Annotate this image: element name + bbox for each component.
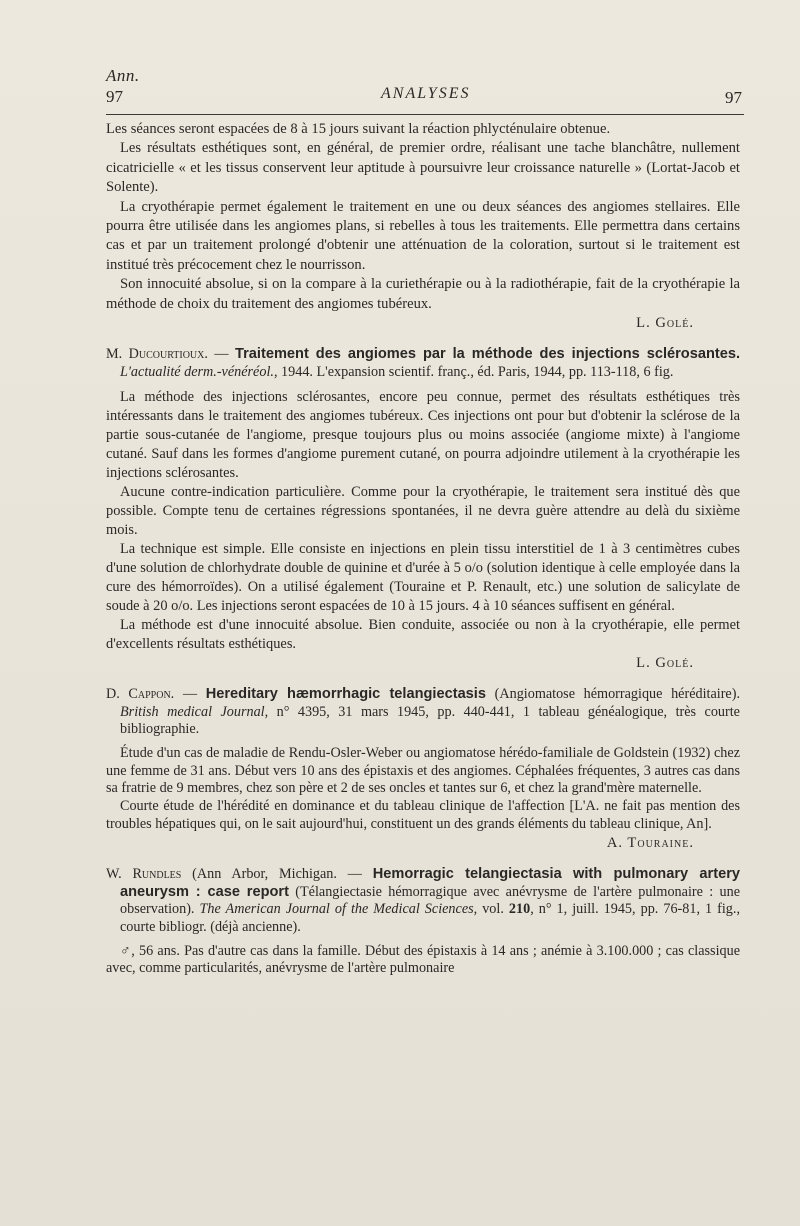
paragraph: Aucune contre-indication particulière. Comme pour la cryothérapie, le traitement sera institué dès que possible. Compte tenu de certaines régressions spontanées, il ne devra guère attendre au delà du sixième mois.	[106, 483, 740, 538]
entry-title: Hemorragic telangiectasia with pulmonary artery aneurysm : case report	[120, 866, 741, 900]
signature: A. Touraine.	[606, 834, 694, 851]
journal-name: The American Journal of the Medical Sciences	[199, 901, 474, 918]
paragraph: Courte étude de l'hérédité en dominance et du tableau clinique de l'affection [L'A. ne fait pas mention des troubles hépatiques qui, on le sait aujourd'hui, constituent un des grands éléments du tableau clinique, An].	[106, 798, 740, 833]
citation: (Ann Arbor, Michigan. —	[181, 866, 373, 883]
entry-author: M. Ducourtioux.	[106, 346, 208, 363]
review-entry-body	[106, 745, 740, 853]
entry-title: Traitement des angiomes par la méthode des injections sclérosantes.	[235, 346, 741, 363]
journal-abbrev: Ann.	[106, 66, 140, 85]
section-cryotherapy-continued	[106, 120, 740, 333]
paragraph: La technique est simple. Elle consiste en injections en plein tissu interstitiel de 1 à 3 centimètres cubes d'une solution de chlorhydrate double de quinine et d'urée à 5 o/o (solution identique à celle employée dans la cure des hémorroïdes). On a utilisé également (Touraine et P. Renault, etc.) une solution de salicylate de soude à 20 o/o. Les injections seront espacées de 10 à 15 jours. 4 à 10 séances suffisent en général.	[106, 540, 740, 614]
review-entry-body	[106, 943, 740, 979]
citation: , n° 1, juill. 1945, pp. 76-81, 1 fig., courte bibliogr. (déjà ancienne).	[120, 901, 740, 936]
page-number-right: 97	[725, 88, 742, 107]
volume-number: 210	[508, 901, 531, 918]
entry-author: D. Cappon.	[106, 686, 175, 703]
citation: (Télangiectasie hémorragique avec anévrysme de l'artère pulmonaire : une observation).	[120, 883, 740, 918]
entry-title: Hereditary hæmorrhagic telangiectasis	[205, 686, 486, 703]
dash: —	[207, 346, 236, 363]
journal-name: British medical Journal	[120, 703, 265, 720]
paragraph: Son innocuité absolue, si on la compare à la curiethérapie ou à la radiothérapie, fait de la cryothérapie la méthode de choix du traitement des angiomes tubéreux.	[106, 276, 740, 312]
review-entry-header	[106, 866, 740, 936]
paragraph: Étude d'un cas de maladie de Rendu-Osler-Weber ou angiomatose hérédo-familiale de Goldstein (1932) chez une femme de 31 ans. Début vers 10 ans des épistaxis et des angiomes. Céphalées fréquentes, 3 autres cas dans sa fratrie de 9 membres, chez son père et 2 de ses oncles et tantes sur 6, et chez la grand'mère maternelle.	[106, 744, 740, 797]
dash: —	[174, 686, 206, 703]
review-entry-body	[106, 388, 740, 673]
paragraph: Les séances seront espacées de 8 à 15 jours suivant la réaction phlycténulaire obtenue.	[106, 121, 611, 137]
journal-name: L'actualité derm.-vénéréol.	[120, 364, 274, 381]
citation: , vol.	[473, 901, 509, 918]
citation: , 1944. L'expansion scientif. franç., éd. Paris, 1944, pp. 113-118, 6 fig.	[273, 364, 674, 381]
article-body	[106, 120, 740, 978]
entry-author: W. Rundles	[106, 866, 182, 883]
paragraph: La méthode des injections sclérosantes, encore peu connue, permet des résultats esthétiques très intéressants dans le traitement des angiomes tubéreux. Ces injections ont pour but d'obtenir la sclérose de la partie sous-cutanée de l'angiome, presque toujours plus ou moins associée (angiome mixte) à l'angiome cutané. Sauf dans les formes d'angiome purement cutané, on pourra adjoindre utilement à la cryothérapie les injections sclérosantes.	[106, 388, 740, 481]
review-entry-header	[106, 346, 740, 381]
paragraph: La cryothérapie permet également le traitement en une ou deux séances des angiomes stellaires. Elle pourra être utilisée dans les angiomes plans, si rebelles à tous les traitements. Elle permettra dans certains cas et par un traitement prolongé d'obtenir une atténuation de la coloration, surtout si le traitement est institué très précocement chez le nourrisson.	[106, 198, 740, 273]
header-rule	[106, 114, 744, 115]
citation: , n° 4395, 31 mars 1945, pp. 440-441, 1 tableau généalogique, très courte bibliographie.	[120, 703, 740, 738]
paragraph: Les résultats esthétiques sont, en général, de premier ordre, réalisant une tache blanchâtre, nullement cicatricielle « et les tissus conservent leur aptitude à poursuivre leur croissance naturelle » (Lortat-Jacob et Solente).	[106, 140, 740, 196]
section-title: ANALYSES	[381, 85, 471, 102]
paragraph: La méthode est d'une innocuité absolue. Bien conduite, associée ou non à la cryothérapie, elle permet d'excellents résultats esthétiques.	[106, 616, 740, 652]
citation: (Angiomatose hémorragique héréditaire).	[485, 686, 740, 703]
signature: L. Golé.	[636, 654, 694, 671]
signature: L. Golé.	[636, 315, 694, 332]
review-entry-header	[106, 686, 740, 739]
page-number-left: 97	[106, 87, 123, 106]
paragraph: ♂, 56 ans. Pas d'autre cas dans la famille. Début des épistaxis à 14 ans ; anémie à 3.100.000 ; cas classique avec, comme particularités, anévrysme de l'artère pulmonaire	[106, 942, 740, 977]
